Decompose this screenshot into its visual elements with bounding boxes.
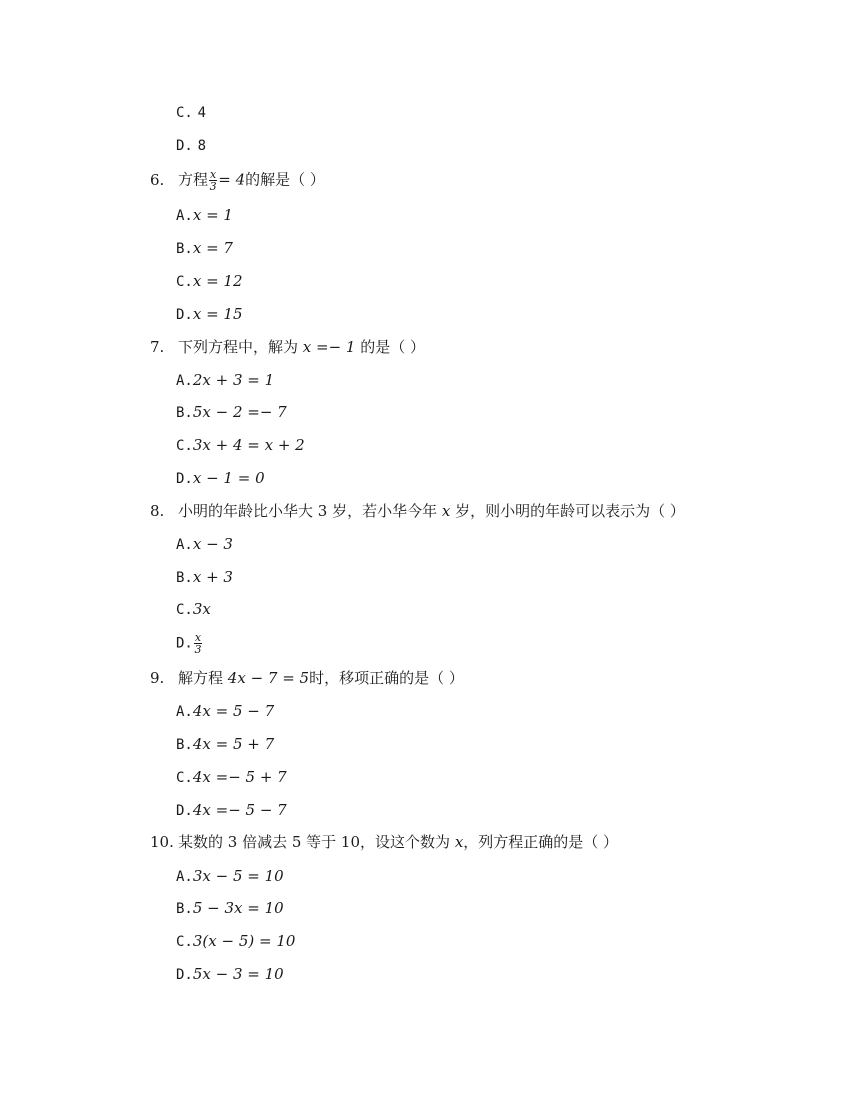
option-c-q6 [176, 271, 243, 292]
option-letter: B. [176, 901, 193, 917]
option-letter: A. [176, 704, 193, 720]
question-9 [150, 668, 464, 688]
option-math: 4x =− 5 − 7 [192, 801, 287, 819]
option-letter: A. [176, 537, 193, 553]
question-text-post: 的是（ ） [360, 338, 426, 356]
option-letter: D. [176, 138, 193, 154]
option-math: 3x [192, 600, 211, 618]
option-letter: A. [176, 373, 193, 389]
question-text-post: 时，移项正确的是（ ） [309, 669, 464, 687]
option-a-q8 [176, 534, 233, 555]
option-letter: D. [176, 803, 193, 819]
option-b-q7 [176, 402, 287, 423]
option-math: 4x = 5 − 7 [192, 702, 275, 720]
question-math: 4x − 7 = 5 [227, 669, 310, 687]
option-c-q5 [176, 102, 206, 123]
question-number: 7. [150, 338, 165, 356]
option-letter: C. [176, 438, 193, 454]
option-math: x = 7 [192, 239, 233, 257]
option-letter: C. [176, 105, 193, 121]
option-letter: B. [176, 570, 193, 586]
option-b-q9 [176, 734, 274, 755]
option-letter: C. [176, 770, 193, 786]
fraction-denominator: 3 [194, 643, 202, 656]
option-a-q9 [176, 701, 274, 722]
fraction-numerator: x [194, 631, 202, 644]
option-d-q7 [176, 468, 265, 489]
question-text-post: 的解是（ ） [245, 170, 325, 189]
option-c-q8 [176, 599, 211, 620]
question-text-pre: 某数的 3 倍减去 5 等于 10，设这个数为 [178, 833, 451, 851]
fraction-numerator: x [210, 168, 217, 181]
option-b-q8 [176, 567, 233, 588]
option-math: x − 1 = 0 [192, 469, 265, 487]
option-math: 5x − 2 =− 7 [192, 403, 287, 421]
option-letter: B. [176, 405, 193, 421]
option-d-q9 [176, 800, 287, 821]
option-letter: A. [176, 208, 193, 224]
option-letter: D. [176, 307, 193, 323]
option-b-q10 [176, 898, 284, 919]
option-math: x + 3 [192, 568, 233, 586]
option-d-q5 [176, 135, 206, 156]
option-math: x = 12 [192, 272, 243, 290]
question-text-post: 岁，则小明的年龄可以表示为（ ） [455, 502, 685, 520]
question-number: 6. [150, 170, 165, 189]
option-math: 3x − 5 = 10 [192, 867, 284, 885]
option-c-q7 [176, 435, 305, 456]
option-math: 4x = 5 + 7 [192, 735, 275, 753]
question-text-pre: 下列方程中，解为 [178, 338, 299, 356]
option-c-q9 [176, 767, 287, 788]
question-text-pre: 小明的年龄比小华大 3 岁，若小华今年 [178, 502, 438, 520]
option-letter: D. [176, 635, 193, 652]
option-letter: D. [176, 471, 193, 487]
option-a-q6 [176, 205, 233, 226]
option-a-q7 [176, 370, 274, 391]
question-text-post: ，列方程正确的是（ ） [463, 833, 619, 851]
option-letter: C. [176, 602, 193, 618]
question-number: 9. [150, 669, 165, 687]
question-math: x =− 1 [302, 338, 356, 356]
question-7 [150, 337, 425, 357]
option-text: 4 [197, 105, 207, 121]
option-letter: B. [176, 737, 193, 753]
option-math: x = 1 [192, 206, 233, 224]
question-8 [150, 501, 685, 521]
question-6 [150, 169, 325, 192]
option-letter: B. [176, 241, 193, 257]
option-b-q6 [176, 238, 233, 259]
question-math: x [441, 502, 451, 520]
option-math: 2x + 3 = 1 [192, 371, 275, 389]
fraction [209, 169, 217, 192]
option-text: 8 [197, 138, 207, 154]
question-text-pre: 解方程 [178, 669, 224, 687]
option-math: 4x =− 5 + 7 [192, 768, 287, 786]
fraction-denominator: 3 [209, 180, 217, 193]
option-c-q10 [176, 931, 295, 952]
option-math: 5 − 3x = 10 [192, 899, 284, 917]
option-letter: C. [176, 274, 193, 290]
fraction [194, 632, 202, 655]
question-math: x [454, 833, 464, 851]
option-math: x = 15 [192, 305, 243, 323]
option-d-q6 [176, 304, 243, 325]
question-number: 8. [150, 502, 165, 520]
option-math: 3(x − 5) = 10 [192, 932, 296, 950]
question-math: = 4 [218, 170, 246, 189]
option-math: x − 3 [192, 535, 233, 553]
option-d-q10 [176, 964, 284, 985]
option-letter: D. [176, 967, 193, 983]
option-math: 3x + 4 = x + 2 [192, 436, 305, 454]
option-d-q8 [176, 632, 203, 655]
question-10 [150, 832, 618, 852]
option-letter: C. [176, 934, 193, 950]
question-number: 10. [150, 833, 174, 851]
option-letter: A. [176, 869, 193, 885]
question-text-pre: 方程 [178, 170, 209, 189]
option-a-q10 [176, 866, 284, 887]
option-math: 5x − 3 = 10 [192, 965, 284, 983]
